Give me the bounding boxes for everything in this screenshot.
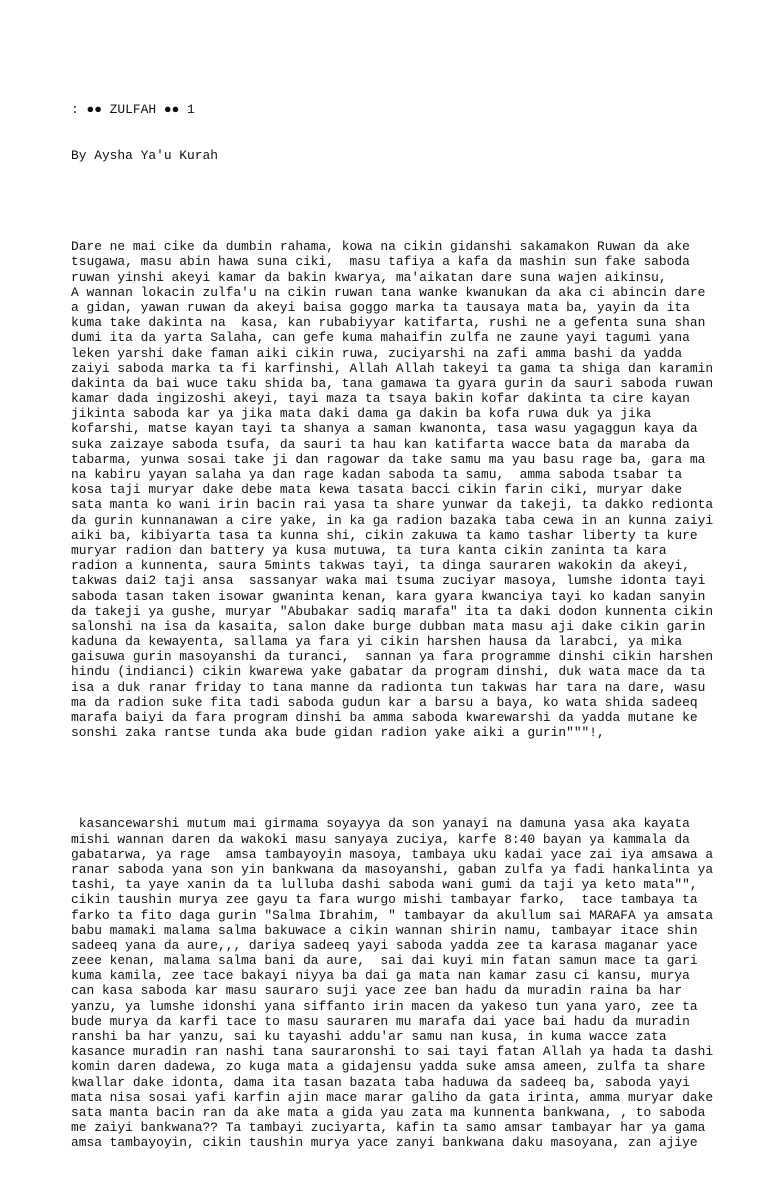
text-line: can kasa saboda kar masu sauraro suji yace zee ban hadu da muradin raina ba har [71,983,683,999]
text-line: sadeeq yana da aure,,, dariya sadeeq yayi saboda yadda zee ta karasa maganar yace [71,937,698,953]
text-line: isa a duk ranar friday to tana manne da radionta tun takwas har tara na dare, wasu [71,679,706,695]
text-line: da gurin kunnanawan a cire yake, in ka ga radion bazaka taba cewa in an kunna zaiyi [71,512,714,528]
text-line: gaisuwa gurin masoyanshi da turanci, sannan ya fara programme dinshi cikin harshen [71,649,714,665]
text-line: zeee kenan, malama salma bani da aure, sai dai kuyi min fatan samun mace ta gari [71,953,698,969]
text-line: leken yarshi dake faman aiki cikin ruwa, zuciyarshi na zafi amma bashi da yadda [71,345,683,361]
text-line: ranar saboda yana son yin bankwana da masoyanshi, gaban zulfa ya fadi hankalinta ya [71,861,714,877]
text-line: tabarma, yunwa sosai take ji dan ragowar da take samu ma yau basu rage ba, gara ma [71,451,706,467]
text-line: hindu (indianci) cikin kwarewa yake gabatar da program dinshi, duk wata mace da ta [71,664,706,680]
blank-line [71,194,761,209]
story-text [71,72,761,1181]
text-line: ranshi ba har yanzu, sai ku tayashi addu'ar samu nan kusa, in kuma wacce zata [71,1029,667,1044]
text-line: tashi, ta yaye xanin da ta lulluba dashi saboda wani gumi da taji ya keto mata"", [71,877,698,893]
text-line: yanzu, ya lumshe idonshi yana siffanto irin macen da yakeso tun yana yaro, zee ta [71,998,698,1014]
text-line: ma da radion suke fita tadi saboda gudun kar a barsu a baya, ko wata shida sadeeq [71,694,698,710]
text-line: suka zaizaye saboda tsufa, da sauri ta hau kan katifarta wacce bata da maraba da [71,436,690,452]
text-line: kasance muradin ran nashi tana sauraronshi to sai tayi fatan Allah ya hada ta dashi [71,1044,714,1060]
text-line: sata manta bacin ran da ake mata a gida yau zata ma kunnenta bankwana, , to saboda [71,1104,706,1120]
paragraph-2 [71,816,761,1150]
text-line: ruwan yinshi akeyi kamar da bakin kwarya, ma'aikatan dare suna wajen aikinsu, [71,269,667,285]
text-line: dumi ita da yarta Salaha, can gefe kuma mahaifin zulfa ne zaune yayi tagumi yana [71,330,690,346]
text-line: dakinta da bai wuce taku shida ba, tana gamawa ta gyara gurin da sauri saboda ruwan [71,375,714,391]
text-line: me zaiyi bankwana?? Ta tambayi zuciyarta, kafin ta samo amsar tambayar har ya gama [71,1120,706,1136]
text-line: jikinta saboda kar ya jika mata daki dama ga dakin ba kofa ruwa duk ya jika [71,406,652,422]
text-line: radion a kunnenta, saura 5mints takwas tayi, ta dinga sauraren wakokin da akeyi, [71,558,690,574]
text-line: kofarshi, matse kayan tayi ta shanya a saman kwanonta, tasa wasu yagaggun kaya da [71,421,698,437]
text-line: muryar radion dan battery ya kusa mutuwa, ta tura kanta cikin zaninta ta kara [71,542,667,558]
text-line: zaiyi saboda marka ta fi karfinshi, Allah Allah takeyi ta gama ta shiga dan karamin [71,360,714,376]
text-line: aiki ba, kibiyarta tasa ta kunna shi, cikin zakuwa ta kamo tashar liberty ta kure [71,527,698,543]
text-line: babu mamaki malama salma bakuwace a cikin wannan shirin namu, tambayar itace shin [71,922,698,938]
text-line: kuma kamila, zee tace bakayi niyya ba dai ga mata nan kamar zasu ci kansu, murya [71,968,690,984]
text-line: kamar dada ingizoshi akeyi, tayi maza ta tsaya bakin kofar dakinta ta cire kayan [71,391,690,407]
text-line: sata manta ko wani irin bacin rai yasa ta share yunwar da takeji, ta dakko redionta [71,497,714,513]
text-line: A wannan lokacin zulfa'u na cikin ruwan tana wanke kwanukan da aka ci abincin dare [71,284,706,300]
text-line: gabatarwa, ya rage amsa tambayoyin masoya, tambaya uku kadai yace zai iya amsawa a [71,846,714,862]
text-line: da takeji ya gushe, muryar "Abubakar sadiq marafa" ita ta daki dodon kunnenta cikin [71,603,714,619]
text-line: komin daren dadewa, zo kuga mata a gidajensu yadda suke amsa ameen, zulfa ta share [71,1059,706,1075]
text-line: Dare ne mai cike da dumbin rahama, kowa na cikin gidanshi sakamakon Ruwan da ake [71,239,690,255]
blank-line [71,771,761,786]
text-line: kuma take dakinta na kasa, kan rubabiyyar katifarta, rushi ne a gefenta suna shan [71,315,706,331]
text-line: mishi wannan daren da wakoki masu sanyaya zuciya, karfe 8:40 bayan ya kammala da [71,831,690,847]
text-line: kasancewarshi mutum mai girmama soyayya da son yanayi na damuna yasa aka kayata [71,816,690,832]
text-line: cikin taushin murya zee gayu ta fara wurgo mishi tambayar farko, tace tambaya ta [71,892,698,908]
text-line: bude murya da karfi tace to masu sauraren mu marafa dai yace bai hadu da muradin [71,1013,690,1029]
text-line: kaduna da kewayenta, sallama ya fara yi cikin harshen hausa da larabci, ya mika [71,634,683,650]
text-line: kwallar dake idonta, dama ita tasan bazata taba haduwa da sadeeq ba, saboda yayi [71,1074,690,1090]
story-title: : ●● ZULFAH ●● 1 [71,102,195,118]
text-line: sonshi zaka rantse tunda aka bude gidan radion yake aiki a gurin"""!, [71,725,605,741]
text-line: takwas dai2 taji ansa sassanyar waka mai tsuma zuciyar masoya, lumshe idonta tayi [71,573,706,589]
text-line: farko ta fito daga gurin "Salma Ibrahim, " tambayar da akullum sai MARAFA ya amsata [71,907,714,923]
paragraph-1 [71,239,761,740]
text-line: tsugawa, masu abin hawa suna ciki, masu tafiya a kafa da mashin sun fake saboda [71,254,690,270]
text-line: marafa baiyi da fara program dinshi ba amma saboda kwarewarshi da yadda mutane ke [71,710,698,725]
text-line: mata nisa sosai yafi karfin ajin mace marar galiho da gata irinta, amma muryar dake [71,1089,714,1105]
text-line: na kabiru yayan salaha ya dan rage kadan saboda ta samu, amma saboda tsabar ta [71,467,683,482]
text-line: a gidan, yawan ruwan da akeyi baisa goggo marka ta tausaya mata ba, yayin da ita [71,299,690,315]
text-line: saboda tasan taken isowar gwaninta kenan, kara gyara kwanciya tayi ko kadan sanyin [71,588,706,604]
story-byline: By Aysha Ya'u Kurah [71,148,218,163]
text-line: kosa taji muryar dake debe mata kewa tasata bacci cikin farin ciki, muryar dake [71,482,683,498]
text-line: amsa tambayoyin, cikin taushin murya yace zanyi bankwana daku masoyana, zan ajiye [71,1135,698,1151]
text-line: salonshi na isa da kasaita, salon dake burge dubban mata masu aji dake cikin garin [71,618,706,634]
